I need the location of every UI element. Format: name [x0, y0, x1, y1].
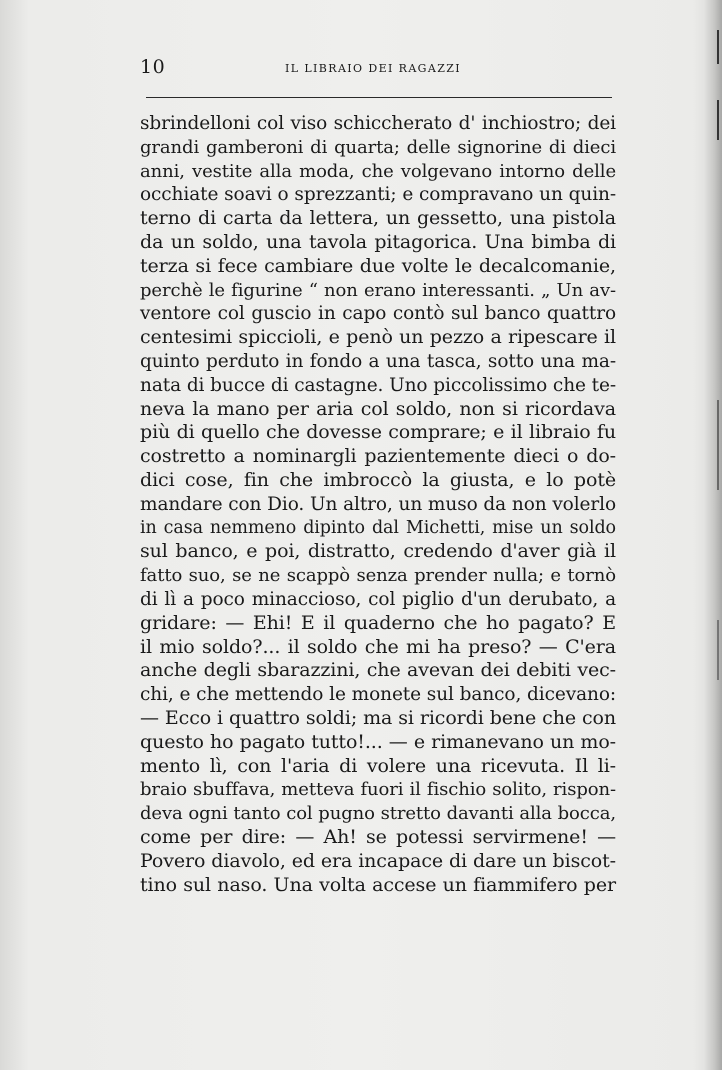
- page-edge-mark: [717, 100, 719, 140]
- text-line: dici cose, fin che imbroccò la giusta, e lo potè: [140, 468, 616, 491]
- text-line: terno di carta da lettera, un gessetto, una pistola: [140, 207, 616, 230]
- text-line: da un soldo, una tavola pitagorica. Una bimba di: [140, 230, 616, 253]
- text-line: di lì a poco minaccioso, col piglio d'un derubato, a: [140, 588, 616, 610]
- text-line: gridare: — Ehi! E il quaderno che ho pagato? E: [140, 611, 616, 634]
- text-line: ventore col guscio in capo contò sul banco quattro: [140, 303, 616, 325]
- text-line: questo ho pagato tutto!... — e rimanevano un mo-: [140, 730, 616, 753]
- text-line: più di quello che dovesse comprare; e il libraio fu: [140, 421, 616, 444]
- text-line: quinto perduto in fondo a una tasca, sotto una ma-: [140, 350, 616, 372]
- page-header: [140, 56, 616, 80]
- text-line: nata di bucce di castagne. Uno piccolissimo che te-: [140, 374, 616, 396]
- text-line: neva la mano per aria col soldo, non si ricordava: [140, 397, 616, 420]
- text-line: anche degli sbarazzini, che avevan dei debiti vec-: [140, 659, 616, 682]
- text-line: grandi gamberoni di quarta; delle signorine di dieci: [140, 136, 616, 158]
- running-title: IL LIBRAIO DEI RAGAZZI: [285, 62, 462, 75]
- text-line: costretto a nominargli pazientemente dieci o do-: [140, 445, 616, 468]
- page-number: 10: [140, 56, 166, 78]
- text-line: terza si fece cambiare due volte le decalcomanie,: [140, 254, 616, 277]
- page-edge-mark: [717, 620, 719, 680]
- text-line: anni, vestite alla moda, che volgevano intorno delle: [140, 160, 616, 182]
- text-line: deva ogni tanto col pugno stretto davanti alla bocca,: [140, 803, 616, 825]
- text-line: come per dire: — Ah! se potessi servirmene! —: [140, 825, 616, 848]
- text-line: sul banco, e poi, distratto, credendo d'aver già il: [140, 540, 616, 563]
- text-line: — Ecco i quattro soldi; ma si ricordi bene che con: [140, 706, 616, 729]
- page-edge-mark: [717, 400, 719, 490]
- text-line: in casa nemmeno dipinto dal Michetti, mise un soldo: [140, 517, 616, 538]
- text-line: chi, e che mettendo le monete sul banco, dicevano:: [140, 684, 616, 706]
- header-rule: [146, 97, 612, 98]
- text-line: braio sbuffava, metteva fuori il fischio solito, rispon-: [140, 779, 616, 801]
- text-line: mandare con Dio. Un altro, un muso da non volerlo: [140, 493, 616, 515]
- body-text: [140, 112, 616, 897]
- text-line: il mio soldo?... il soldo che mi ha preso? — C'era: [140, 635, 616, 658]
- text-line: Povero diavolo, ed era incapace di dare un biscot-: [140, 849, 616, 872]
- text-line: perchè le figurine “ non erano interessanti. „ Un av-: [140, 279, 616, 301]
- page-edge-shadow: [704, 0, 722, 1070]
- text-line: mento lì, con l'aria di volere una ricevuta. Il li-: [140, 754, 616, 777]
- text-line: occhiate soavi o sprezzanti; e compravano un quin-: [140, 184, 616, 206]
- text-line: sbrindelloni col viso schiccherato d' inchiostro; dei: [140, 113, 616, 134]
- page-edge-mark: [717, 30, 719, 64]
- text-line: centesimi spiccioli, e penò un pezzo a ripescare il: [140, 326, 616, 349]
- text-line: tino sul naso. Una volta accese un fiammifero per: [140, 873, 616, 896]
- text-line: fatto suo, se ne scappò senza prender nulla; e tornò: [140, 565, 616, 587]
